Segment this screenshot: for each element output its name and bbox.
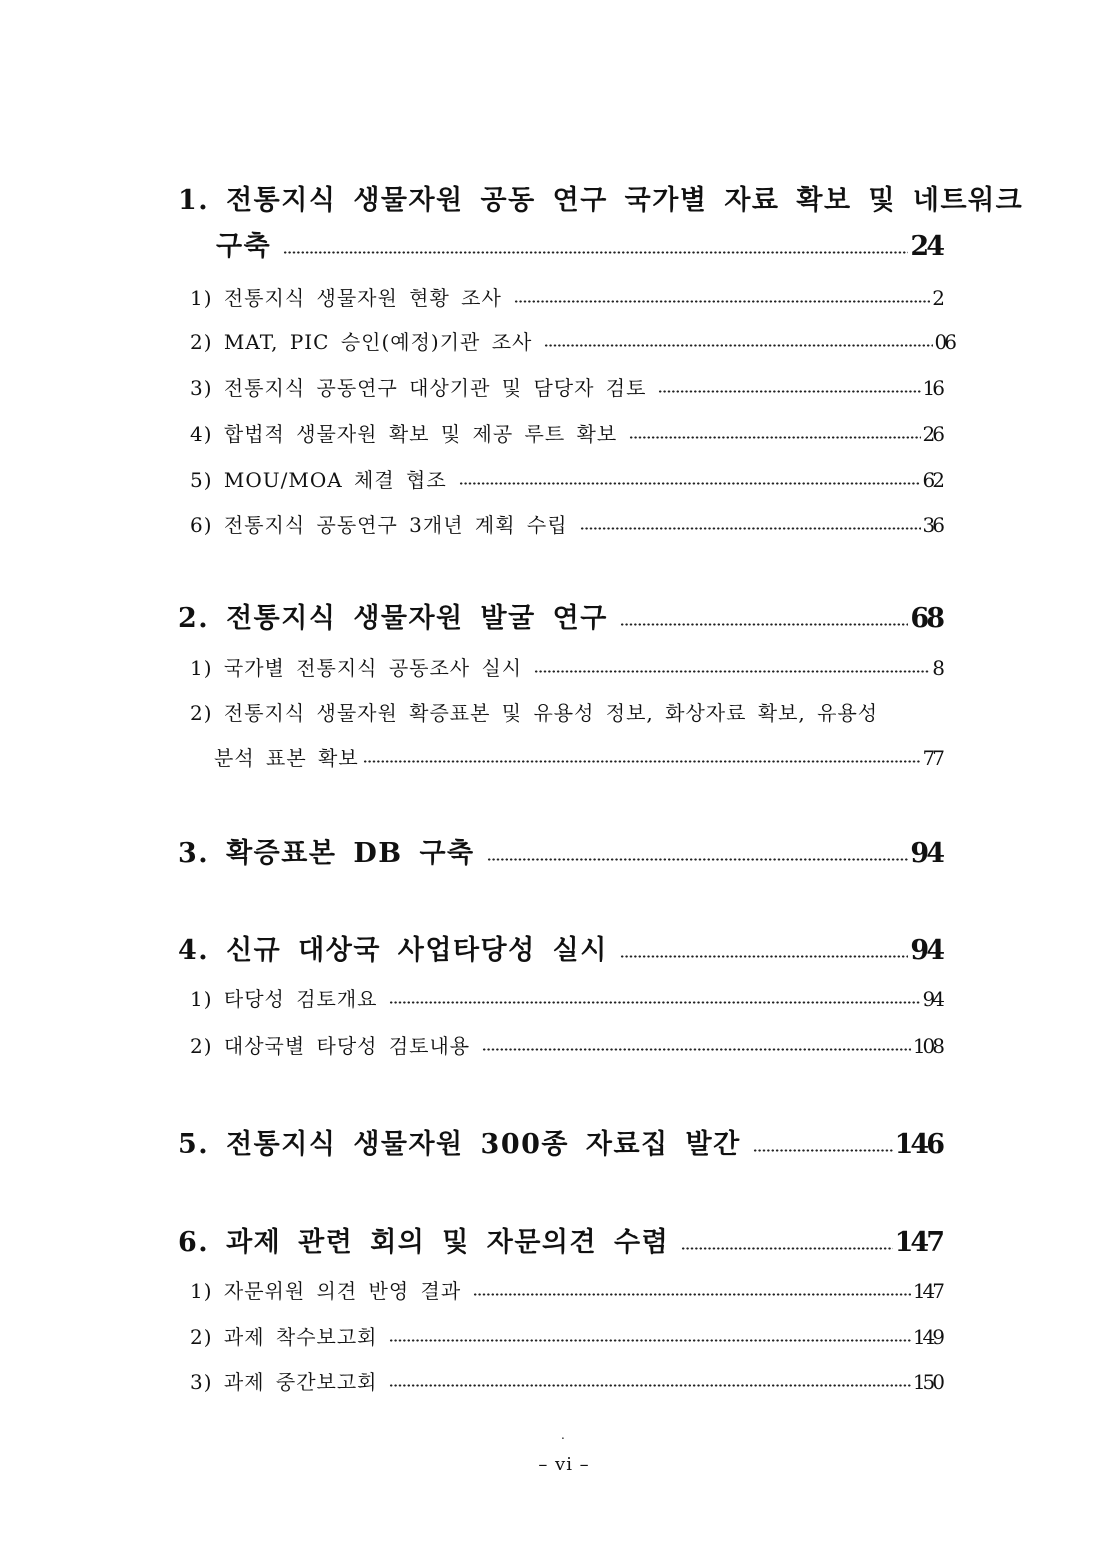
page-number: 149: [912, 1325, 942, 1349]
toc-item-2-2[interactable]: [214, 742, 942, 771]
page-number: 147: [894, 1227, 942, 1258]
toc-item-title: 1) 전통지식 생물자원 현황 조사: [190, 286, 502, 310]
page-number: 24: [910, 231, 942, 262]
dot-leader: [753, 1149, 893, 1152]
toc-heading-1-line1[interactable]: 1. 전통지식 생물자원 공동 연구 국가별 자료 확보 및 네트워크: [178, 185, 1024, 216]
page-number: 150: [912, 1370, 942, 1394]
page-number: 36: [922, 513, 942, 537]
dot-leader: [482, 1048, 911, 1051]
dot-leader: [580, 527, 921, 530]
toc-heading-5[interactable]: [178, 1122, 942, 1161]
toc-item-title: 3) 과제 중간보고회: [190, 1370, 378, 1394]
toc-item-title: 분석 표본 확보: [214, 746, 359, 770]
toc-item-1-4[interactable]: [190, 418, 942, 447]
dot-leader: [283, 251, 908, 254]
toc-heading-1-line2: 구축: [216, 231, 272, 262]
toc-heading-title: 5. 전통지식 생물자원 300종 자료집 발간: [178, 1129, 741, 1160]
page-number: 94: [922, 987, 942, 1011]
dot-leader: [487, 858, 909, 861]
dot-leader: [363, 760, 921, 763]
dot-leader: [629, 436, 920, 439]
toc-item-1-6[interactable]: [190, 509, 942, 538]
toc-item-1-5[interactable]: [190, 464, 942, 493]
toc-item-2-1[interactable]: [190, 652, 942, 681]
toc-heading-title: 4. 신규 대상국 사업타당성 실시: [178, 935, 608, 966]
page-number: 147: [912, 1279, 942, 1303]
toc-item-title: 1) 타당성 검토개요: [190, 987, 378, 1011]
dot-leader: [514, 300, 930, 303]
page-number: 06: [934, 330, 954, 354]
toc-item-title: 2) 과제 착수보고회: [190, 1325, 378, 1349]
dot-leader: [620, 623, 909, 626]
dot-leader: [389, 1339, 910, 1342]
dot-leader: [544, 344, 932, 347]
page-number: 94: [910, 935, 942, 966]
dot-leader: [389, 1384, 910, 1387]
toc-item-title: 3) 전통지식 공동연구 대상기관 및 담당자 검토: [190, 376, 647, 400]
toc-heading-4[interactable]: [178, 928, 942, 967]
toc-heading-2[interactable]: [178, 596, 942, 635]
dot-leader: [620, 955, 909, 958]
dot-leader: [389, 1001, 920, 1004]
page-number: 62: [922, 468, 942, 492]
toc-item-1-3[interactable]: [190, 372, 942, 401]
toc-item-2-2-line1[interactable]: 2) 전통지식 생물자원 확증표본 및 유용성 정보, 화상자료 확보, 유용성: [190, 701, 879, 725]
toc-item-title: 4) 합법적 생물자원 확보 및 제공 루트 확보: [190, 422, 618, 446]
toc-heading-6[interactable]: [178, 1220, 942, 1259]
dot-leader: [681, 1247, 892, 1250]
toc-heading-title: 3. 확증표본 DB 구축: [178, 838, 475, 869]
toc-item-title: 5) MOU/MOA 체결 협조: [190, 468, 447, 492]
toc-item-6-2[interactable]: [190, 1321, 942, 1350]
page-number: 94: [910, 838, 942, 869]
page-number: 8: [932, 656, 942, 680]
footer-dot: .: [561, 1428, 565, 1442]
toc-heading-title: 2. 전통지식 생물자원 발굴 연구: [178, 603, 608, 634]
toc-item-title: 1) 자문위원 의견 반영 결과: [190, 1279, 462, 1303]
toc-heading-1[interactable]: [216, 224, 942, 263]
toc-item-1-2[interactable]: [190, 326, 954, 355]
toc-item-4-2[interactable]: [190, 1030, 942, 1059]
toc-item-6-1[interactable]: [190, 1275, 942, 1304]
toc-heading-title: 6. 과제 관련 회의 및 자문의견 수렴: [178, 1227, 670, 1258]
page-number: 16: [922, 376, 942, 400]
page-number: 2: [932, 286, 942, 310]
dot-leader: [534, 670, 930, 673]
toc-heading-3[interactable]: [178, 831, 942, 870]
toc-item-title: 2) MAT, PIC 승인(예정)기관 조사: [190, 330, 533, 354]
toc-item-title: 1) 국가별 전통지식 공동조사 실시: [190, 656, 523, 680]
page-footer-number: – vi –: [538, 1454, 590, 1475]
toc-item-4-1[interactable]: [190, 983, 942, 1012]
page-number: 108: [912, 1034, 942, 1058]
dot-leader: [658, 390, 920, 393]
toc-item-6-3[interactable]: [190, 1366, 942, 1395]
dot-leader: [459, 482, 921, 485]
toc-item-title: 2) 대상국별 타당성 검토내용: [190, 1034, 471, 1058]
toc-item-1-1[interactable]: [190, 282, 942, 311]
page-number: 77: [922, 746, 942, 770]
page-number: 26: [922, 422, 942, 446]
page-number: 146: [894, 1129, 942, 1160]
dot-leader: [473, 1293, 911, 1296]
toc-item-title: 6) 전통지식 공동연구 3개년 계획 수립: [190, 513, 568, 537]
page-number: 68: [910, 603, 942, 634]
